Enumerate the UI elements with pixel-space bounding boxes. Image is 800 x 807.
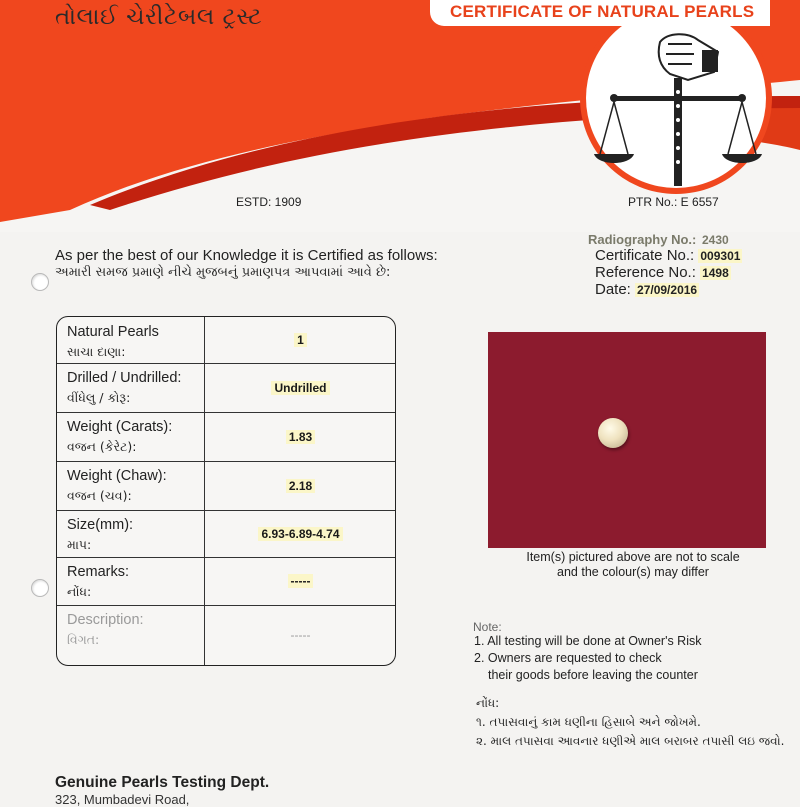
certificate-label: Certificate No.:	[595, 247, 695, 264]
row-label	[67, 516, 203, 554]
label-gujarati: સાચા દાણા:	[67, 344, 126, 359]
row-label	[67, 467, 203, 505]
weight-chaw-value: 2.18	[286, 479, 315, 493]
label-gujarati: નોંધ:	[67, 584, 92, 599]
row-label	[67, 323, 203, 361]
photo-caption	[488, 550, 778, 580]
reference-number	[595, 264, 731, 281]
date-label: Date:	[595, 281, 631, 298]
certificate-title: CERTIFICATE OF NATURAL PEARLS	[450, 2, 755, 21]
row-value-cell	[204, 363, 396, 412]
table-row	[57, 605, 395, 665]
note-item: their goods before leaving the counter	[488, 668, 698, 682]
table-row	[57, 461, 395, 511]
certificate-value: 009301	[700, 249, 741, 263]
binder-hole	[31, 273, 49, 291]
label-gujarati: માપ:	[67, 537, 92, 552]
drilled-value: Undrilled	[271, 381, 329, 395]
label-english: Natural Pearls	[67, 324, 159, 340]
label-gujarati: વિગત:	[67, 632, 100, 647]
row-label	[67, 418, 203, 456]
natural-pearls-value: 1	[294, 333, 307, 347]
pearl-photo	[488, 332, 766, 548]
label-english: Size(mm):	[67, 517, 134, 533]
pearl-details-table	[56, 316, 396, 666]
note-gujarati-item: ૨. માલ તપાસવા આવનાર ધણીએ માલ બરાબર તપાસી લઇ જવો.	[476, 734, 785, 748]
row-value-cell	[204, 557, 396, 605]
remarks-value: -----	[288, 574, 314, 588]
note-item: 2. Owners are requested to check	[474, 651, 662, 665]
organization-name: તોલાઈ ચેરીટેબલ ટ્રસ્ટ	[55, 4, 263, 30]
ptr-number: PTR No.: E 6557	[628, 195, 719, 209]
certificate-header	[0, 0, 800, 232]
row-label	[67, 563, 203, 601]
department-address: 323, Mumbadevi Road,	[55, 792, 190, 807]
note-item: 1. All testing will be done at Owner's Risk	[474, 634, 702, 648]
note-gujarati-item: ૧. તપાસવાનું કામ ધણીના હિસાબે અને જોખમે.	[476, 715, 701, 729]
row-label	[67, 369, 203, 407]
row-label	[67, 611, 203, 649]
pearl-image	[598, 418, 628, 448]
table-row	[57, 317, 395, 364]
size-value: 6.93-6.89-4.74	[258, 527, 342, 541]
certificate-date	[595, 281, 699, 298]
established-year: ESTD: 1909	[236, 195, 302, 209]
table-row	[57, 412, 395, 462]
binder-hole	[31, 579, 49, 597]
photo-caption-line: and the colour(s) may differ	[557, 565, 709, 579]
acknowledgement-gujarati: અમારી સમજ પ્રમાણે નીચે મુજબનું પ્રમાણપત્ર આપવામાં આવે છે:	[55, 265, 391, 280]
testing-department: Genuine Pearls Testing Dept.	[55, 774, 270, 791]
weight-carats-value: 1.83	[286, 430, 315, 444]
label-gujarati: વજન (કેરેટ):	[67, 439, 137, 454]
row-value-cell	[204, 605, 396, 665]
note-gujarati-title: નોંધ:	[476, 696, 500, 710]
description-value: -----	[290, 628, 311, 642]
date-value: 27/09/2016	[637, 283, 698, 297]
label-english: Weight (Chaw):	[67, 468, 167, 484]
acknowledgement-english: As per the best of our Knowledge it is Certified as follows:	[55, 247, 438, 264]
row-value-cell	[204, 461, 396, 510]
label-english: Description:	[67, 612, 144, 628]
photo-caption-line: Item(s) pictured above are not to scale	[526, 550, 740, 564]
table-row	[57, 363, 395, 413]
row-value-cell	[204, 510, 396, 557]
reference-label: Reference No.:	[595, 264, 696, 281]
hand-holding-scales-icon	[590, 22, 770, 192]
label-english: Drilled / Undrilled:	[67, 370, 182, 386]
radiography-label: Radiography No.:	[588, 232, 697, 247]
radiography-value: 2430	[701, 233, 729, 247]
row-value-cell	[204, 317, 396, 363]
radiography-number	[588, 232, 731, 247]
table-row	[57, 510, 395, 558]
label-gujarati: વીંધેલુ / કોરૂ:	[67, 390, 131, 405]
certificate-number	[595, 247, 742, 264]
note-title: Note:	[473, 620, 502, 634]
table-row	[57, 557, 395, 606]
label-english: Weight (Carats):	[67, 419, 173, 435]
label-english: Remarks:	[67, 564, 130, 580]
row-value-cell	[204, 412, 396, 461]
label-gujarati: વજન (ચવ):	[67, 488, 132, 503]
reference-value: 1498	[702, 266, 729, 280]
